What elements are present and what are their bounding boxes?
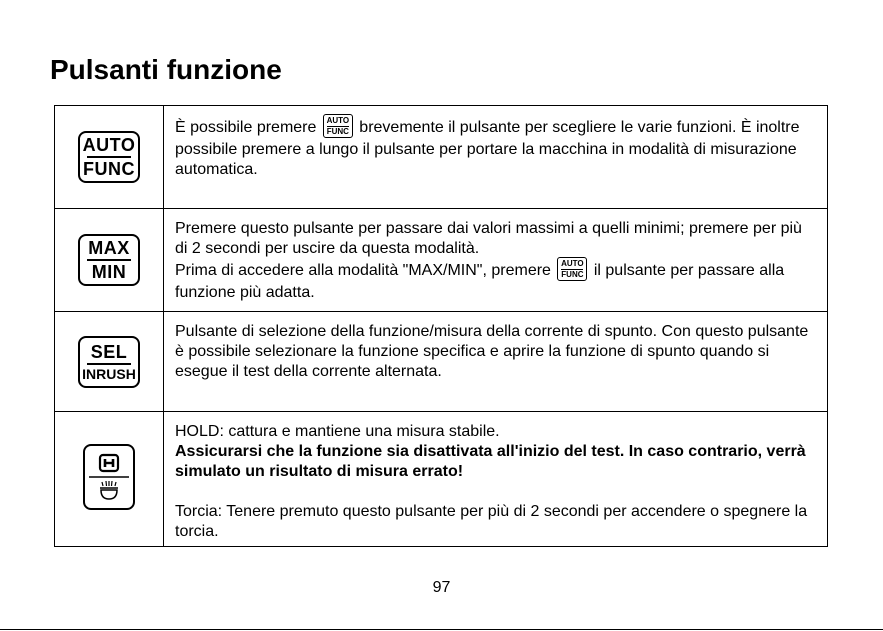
table-row [55,412,828,547]
warning-paragraph: Assicurarsi che la funzione sia disattivata all'inizio del test. In caso contrario, verrà simulato un risultato di misura errato! [175,443,806,480]
description-cell [164,312,828,412]
icon-label-top: MAX [88,238,130,258]
auto-func-button-icon [78,131,140,183]
icon-label-bottom: INRUSH [82,365,136,382]
function-buttons-table [54,105,828,547]
description-paragraph: Prima di accedere alla modalità "MAX/MIN", premere AUTO FUNC il pulsante per passare alla funzione più adatta. [175,258,785,301]
description-cell [164,412,828,547]
auto-func-inline-icon: AUTO FUNC [557,257,587,281]
page-number: 97 [432,579,451,596]
table-row [55,106,828,209]
description-cell [164,209,828,312]
description-paragraph: HOLD: cattura e mantiene una misura stabile. [175,423,500,440]
table-row [55,209,828,312]
icon-cell [55,412,164,547]
hold-torch-button-icon [83,444,135,510]
icon-cell [55,209,164,312]
sel-inrush-button-icon [78,336,140,388]
description-paragraph: Premere questo pulsante per passare dai valori massimi a quelli minimi; premere per più di 2 secondi per uscire da questa modalità. [175,220,802,257]
description-paragraph: Torcia: Tenere premuto questo pulsante per più di 2 secondi per accendere o spegnere la torcia. [175,503,808,540]
max-min-button-icon [78,234,140,286]
description-paragraph: Pulsante di selezione della funzione/misura della corrente di spunto. Con questo pulsante è possibile selezionare la funzione specifica e aprire la funzione di spunto quando si esegue il test della corrente alternata. [175,323,809,380]
icon-cell [55,312,164,412]
icon-label-top: SEL [90,341,128,362]
page-title: Pulsanti funzione [50,54,282,85]
icon-cell [55,106,164,209]
icon-label-top: AUTO [82,135,136,155]
description-cell [164,106,828,209]
icon-label-bottom: MIN [91,262,127,282]
table-row [55,312,828,412]
icon-label-bottom: FUNC [83,159,135,179]
auto-func-inline-icon: AUTO FUNC [323,114,353,138]
bottom-divider [0,629,883,630]
description-paragraph: È possibile premere AUTO FUNC brevemente il pulsante per scegliere le varie funzioni. È inoltre possibile premere a lungo il pulsante per portare la macchina in modalità di misurazione automatica. [175,115,800,178]
